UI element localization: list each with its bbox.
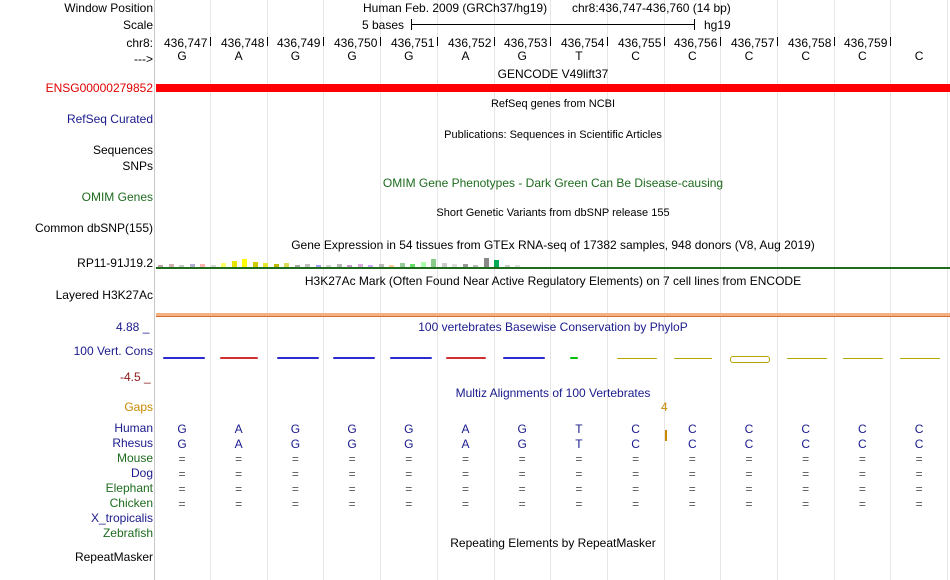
reference-base: C — [631, 49, 640, 63]
alignment-base: = — [802, 467, 810, 481]
alignment-base: = — [291, 452, 299, 466]
scale-label: Scale — [122, 18, 153, 32]
alignment-base: C — [744, 437, 754, 451]
alignment-base: = — [291, 497, 299, 511]
alignment-base: = — [688, 452, 696, 466]
alignment-base: = — [858, 497, 866, 511]
alignment-base: = — [518, 452, 526, 466]
alignment-base: = — [518, 467, 526, 481]
alignment-base: = — [915, 482, 923, 496]
position-tick-label: 436,749 — [277, 36, 321, 50]
position-tick-label: 436,755 — [618, 36, 662, 50]
alignment-base: A — [461, 422, 470, 436]
alignment-base: G — [517, 422, 527, 436]
chr-label: chr8: — [126, 36, 153, 50]
alignment-base: C — [631, 437, 640, 451]
position-tick — [494, 37, 495, 46]
dbsnp-track-label[interactable]: Common dbSNP(155) — [34, 221, 153, 235]
scale-bar-right-cap — [694, 19, 695, 30]
cons-seg — [333, 357, 375, 359]
alignment-base: = — [632, 482, 640, 496]
position-tick — [210, 37, 211, 46]
reference-base: C — [744, 49, 754, 63]
cons-track-label[interactable]: 100 Vert. Cons — [73, 344, 153, 358]
position-tick-label: 436,754 — [561, 36, 605, 50]
gencode-gene-label[interactable]: ENSG00000279852 — [45, 81, 153, 95]
cons-min-label: -4.5 _ — [120, 370, 151, 384]
alignment-base: = — [858, 452, 866, 466]
position-tick — [664, 37, 665, 46]
alignment-base: = — [802, 497, 810, 511]
cons-track-title[interactable]: 100 vertebrates Basewise Conservation by PhyloP — [418, 320, 688, 334]
alignment-base: = — [858, 467, 866, 481]
species-label[interactable]: X_tropicalis — [90, 511, 153, 525]
position-tick-label: 436,747 — [164, 36, 208, 50]
cons-seg — [843, 358, 883, 359]
position-tick — [890, 37, 891, 46]
alignment-base: = — [405, 452, 413, 466]
position-tick-label: 436,751 — [391, 36, 435, 50]
alignment-base: G — [404, 437, 414, 451]
alignment-base: = — [235, 497, 243, 511]
alignment-base: = — [518, 482, 526, 496]
position-text: chr8:436,747-436,760 (14 bp) — [572, 1, 731, 15]
scale-text: 5 bases — [362, 18, 405, 32]
alignment-base: = — [348, 497, 356, 511]
position-tick — [437, 37, 438, 46]
omim-track-label[interactable]: OMIM Genes — [81, 190, 153, 204]
reference-base: G — [290, 49, 301, 63]
alignment-base: C — [858, 437, 867, 451]
position-tick — [720, 37, 721, 46]
reference-base: C — [914, 49, 924, 63]
gaps-label[interactable]: Gaps — [124, 400, 153, 414]
gtex-tissue-bar[interactable] — [484, 258, 489, 267]
species-label[interactable]: Zebrafish — [102, 526, 153, 540]
cons-seg — [787, 358, 827, 359]
refseq-track-label[interactable]: RefSeq Curated — [66, 112, 153, 126]
alignment-base: = — [802, 482, 810, 496]
scale-bar-left-cap — [411, 19, 412, 30]
alignment-base: = — [575, 482, 583, 496]
position-tick — [323, 37, 324, 46]
sequences-track-label[interactable]: Sequences — [92, 143, 153, 157]
cons-seg — [617, 358, 657, 359]
alignment-base: G — [177, 422, 187, 436]
alignment-base: = — [688, 497, 696, 511]
alignment-base: = — [915, 497, 923, 511]
position-tick — [550, 37, 551, 46]
cons-seg — [674, 358, 712, 359]
alignment-base: G — [347, 422, 357, 436]
alignment-base: = — [688, 482, 696, 496]
position-tick-label: 436,753 — [504, 36, 548, 50]
reference-base: C — [687, 49, 697, 63]
alignment-base: = — [235, 452, 243, 466]
alignment-base: = — [915, 467, 923, 481]
alignment-base: = — [745, 452, 753, 466]
position-tick — [607, 37, 608, 46]
assembly-text: Human Feb. 2009 (GRCh37/hg19) — [363, 1, 548, 15]
cons-seg — [220, 357, 258, 359]
alignment-base: = — [461, 452, 469, 466]
position-tick-label: 436,750 — [334, 36, 378, 50]
alignment-base: G — [290, 437, 301, 451]
alignment-base: = — [235, 467, 243, 481]
gencode-track-title[interactable]: GENCODE V49lift37 — [497, 67, 609, 81]
alignment-base: = — [745, 497, 753, 511]
cons-max-label: 4.88 _ — [116, 320, 150, 334]
h3k27ac-signal[interactable] — [156, 313, 950, 317]
cons-seg — [390, 357, 432, 359]
cons-seg-box — [730, 356, 770, 363]
cons-seg — [446, 357, 486, 359]
reference-base: C — [801, 49, 811, 63]
reference-base: A — [234, 49, 243, 63]
gencode-gene-bar[interactable] — [156, 84, 950, 92]
alignment-base: = — [745, 482, 753, 496]
alignment-base: A — [234, 422, 243, 436]
window-position-label: Window Position — [64, 1, 153, 15]
alignment-base: T — [575, 422, 583, 436]
alignment-base: = — [632, 452, 640, 466]
alignment-base: = — [178, 452, 186, 466]
alignment-base: T — [575, 437, 583, 451]
refseq-track-title[interactable]: RefSeq genes from NCBI — [490, 98, 616, 110]
species-label[interactable]: Mouse — [116, 451, 153, 465]
label-column-divider — [154, 0, 155, 580]
reference-base: G — [177, 49, 187, 63]
reference-base: G — [517, 49, 527, 63]
snps-track-label[interactable]: SNPs — [122, 159, 153, 173]
species-label[interactable]: Elephant — [105, 481, 153, 495]
position-tick — [380, 37, 381, 46]
alignment-base: = — [461, 482, 469, 496]
strand-label: ---> — [134, 52, 153, 66]
gtex-tissue-bar[interactable] — [431, 259, 436, 267]
position-tick-label: 436,759 — [844, 36, 888, 50]
alignment-base: = — [348, 452, 356, 466]
alignment-base: C — [631, 422, 640, 436]
alignment-base: = — [575, 497, 583, 511]
gtex-tissue-bar[interactable] — [242, 259, 247, 267]
alignment-base: = — [745, 467, 753, 481]
cons-seg — [163, 357, 205, 359]
species-label[interactable]: Chicken — [109, 496, 153, 510]
alignment-base: = — [688, 467, 696, 481]
gaps-value: 4 — [661, 400, 668, 414]
alignment-base: = — [802, 452, 810, 466]
position-tick-label: 436,757 — [731, 36, 775, 50]
alignment-base: = — [178, 497, 186, 511]
gtex-track-title[interactable]: Gene Expression in 54 tissues from GTEx RNA-seq of 17382 samples, 948 donors (V8, Aug 2019) — [291, 238, 815, 252]
alignment-base: G — [347, 437, 357, 451]
publications-track-title[interactable]: Publications: Sequences in Scientific Articles — [444, 129, 662, 141]
alignment-base: = — [235, 482, 243, 496]
alignment-base: G — [290, 422, 301, 436]
alignment-base: A — [234, 437, 243, 451]
position-tick-label: 436,758 — [788, 36, 832, 50]
repeatmasker-track-label[interactable]: RepeatMasker — [74, 550, 153, 564]
alignment-base: C — [687, 437, 697, 451]
gtex-gene-label[interactable]: RP11-91J19.2 — [77, 256, 153, 270]
alignment-base: = — [178, 467, 186, 481]
alignment-base: = — [518, 497, 526, 511]
h3k27ac-track-title[interactable]: H3K27Ac Mark (Often Found Near Active Regulatory Elements) on 7 cell lines from ENCODE — [304, 274, 802, 288]
alignment-base: = — [632, 467, 640, 481]
alignment-base: = — [291, 482, 299, 496]
alignment-base: C — [914, 437, 924, 451]
alignment-base: = — [405, 467, 413, 481]
species-label[interactable]: Rhesus — [112, 436, 153, 450]
position-tick — [267, 37, 268, 46]
reference-base: T — [575, 49, 583, 63]
alignment-base: = — [348, 482, 356, 496]
alignment-base: C — [858, 422, 867, 436]
alignment-base: = — [575, 452, 583, 466]
multiz-track-title[interactable]: Multiz Alignments of 100 Vertebrates — [455, 386, 651, 400]
alignment-base: C — [744, 422, 754, 436]
position-tick — [834, 37, 835, 46]
h3k27ac-track-label[interactable]: Layered H3K27Ac — [55, 288, 153, 302]
alignment-base: = — [858, 482, 866, 496]
cons-seg — [503, 357, 545, 359]
scale-db: hg19 — [704, 18, 731, 32]
position-tick — [777, 37, 778, 46]
dbsnp-track-title[interactable]: Short Genetic Variants from dbSNP release 155 — [436, 207, 670, 219]
alignment-base: = — [461, 467, 469, 481]
alignment-base: = — [632, 497, 640, 511]
reference-base: G — [347, 49, 357, 63]
alignment-base: = — [915, 452, 923, 466]
species-label[interactable]: Dog — [130, 466, 153, 480]
species-label[interactable]: Human — [114, 421, 153, 435]
alignment-base: = — [405, 482, 413, 496]
alignment-base: A — [461, 437, 470, 451]
alignment-base: C — [801, 422, 811, 436]
alignment-base: = — [405, 497, 413, 511]
alignment-base: = — [461, 497, 469, 511]
alignment-base: = — [178, 482, 186, 496]
position-tick-label: 436,752 — [448, 36, 492, 50]
alignment-base: G — [404, 422, 414, 436]
position-tick-label: 436,748 — [221, 36, 265, 50]
alignment-base: = — [348, 467, 356, 481]
omim-track-title[interactable]: OMIM Gene Phenotypes - Dark Green Can Be Disease-causing — [382, 176, 724, 190]
gtex-tissue-bar[interactable] — [494, 260, 499, 267]
cons-seg — [570, 357, 578, 359]
alignment-base: G — [177, 437, 187, 451]
scale-bar — [411, 24, 694, 25]
position-tick-label: 436,756 — [674, 36, 718, 50]
alignment-base: C — [687, 422, 697, 436]
cons-seg — [900, 358, 940, 359]
alignment-base: G — [517, 437, 527, 451]
alignment-base: C — [801, 437, 811, 451]
alignment-base: = — [575, 467, 583, 481]
reference-base: G — [404, 49, 414, 63]
reference-base: A — [461, 49, 470, 63]
gap-marker — [665, 430, 667, 441]
alignment-base: = — [291, 467, 299, 481]
cons-seg — [277, 357, 319, 359]
gtex-baseline — [156, 267, 950, 269]
repeatmasker-track-title[interactable]: Repeating Elements by RepeatMasker — [450, 536, 656, 550]
alignment-base: C — [914, 422, 924, 436]
reference-base: C — [858, 49, 867, 63]
